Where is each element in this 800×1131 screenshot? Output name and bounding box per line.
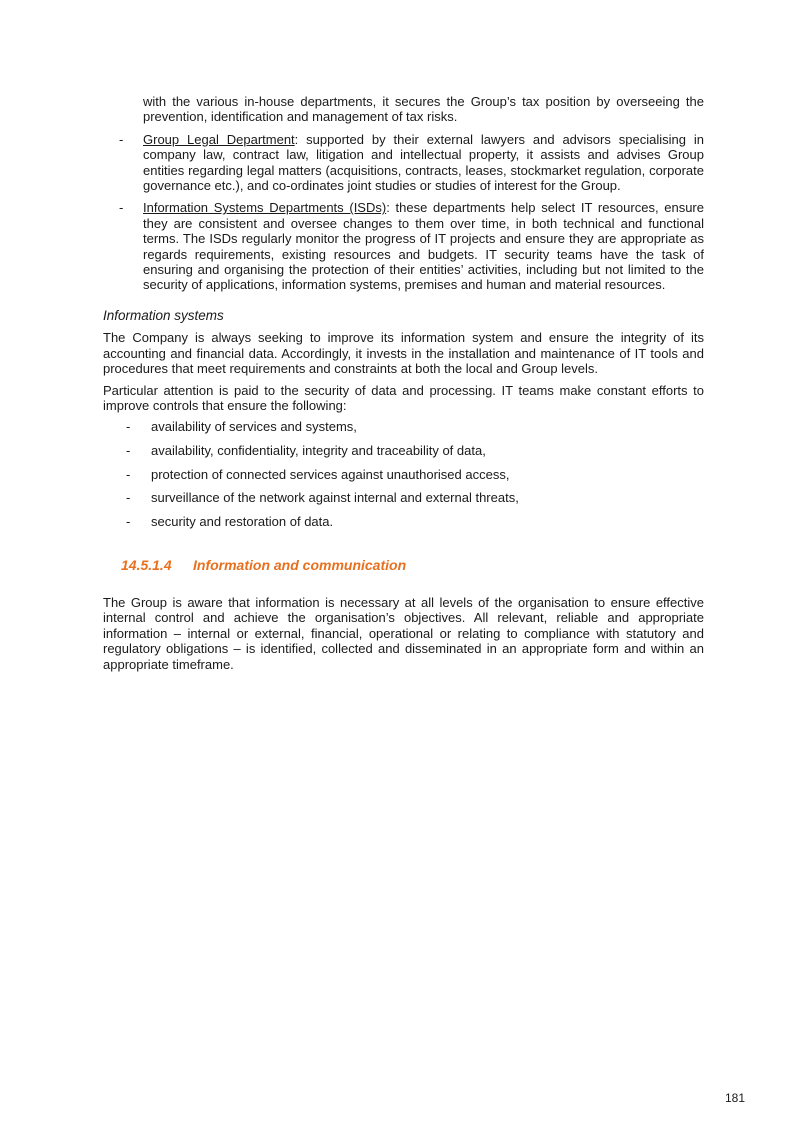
- list-dash: -: [126, 490, 131, 506]
- section-title: Information and communication: [193, 556, 407, 573]
- department-item-legal: [103, 132, 704, 194]
- department-description: : these departments help select IT resources, ensure they are consistent and oversee changes to them over time, in both technical and functional terms. The ISDs regularly monitor the progress of IT projects and ensure they are appropriate as regards requirements, existing resources and budgets. IT security teams have the task of ensuring and organising the protection of their entities’ activities, including but not limited to the security of applications, information systems, premises and human and material resources.: [143, 200, 704, 293]
- section-paragraph: The Group is aware that information is necessary at all levels of the organisation to ensure effective internal control and achieve the organisation’s objectives. All relevant, reliable and appropriate information – internal or external, financial, operational or relating to compliance with statutory and regulatory obligations – is identified, collected and disseminated in an appropriate form and within an appropriate timeframe.: [103, 594, 704, 672]
- list-item: [103, 443, 704, 458]
- department-term: Group Legal Department: [143, 131, 295, 147]
- list-dash: -: [126, 514, 131, 530]
- continuation-paragraph: with the various in-house departments, it secures the Group’s tax position by overseeing the prevention, identification and management of tax risks.: [143, 94, 704, 125]
- list-item-text: surveillance of the network against internal and external threats,: [151, 490, 519, 506]
- list-item-text: protection of connected services against unauthorised access,: [151, 466, 510, 482]
- info-systems-paragraph-2: Particular attention is paid to the security of data and processing. IT teams make constant efforts to improve controls that ensure the following:: [103, 382, 704, 413]
- list-item: [103, 419, 704, 434]
- section-number: 14.5.1.4: [121, 556, 172, 573]
- list-item: [103, 467, 704, 482]
- list-item: [103, 490, 704, 505]
- page-number: 181: [724, 1091, 745, 1105]
- list-item-text: security and restoration of data.: [151, 514, 334, 530]
- info-systems-heading: Information systems: [103, 307, 224, 323]
- security-controls-list: [103, 419, 704, 529]
- document-page: [103, 94, 704, 678]
- department-term: Information Systems Departments (ISDs): [143, 200, 387, 216]
- department-item-isd: [103, 200, 704, 292]
- list-dash: -: [119, 131, 124, 147]
- department-description: : supported by their external lawyers and advisors specialising in company law, contract law, litigation and intellectual property, it assists and advises Group entities regarding legal matters (acquisitions, contracts, leases, stockmarket regulation, corporate governance etc.), and co-ordinates joint studies or studies of interest for the Group.: [143, 131, 704, 194]
- info-systems-paragraph-1: The Company is always seeking to improve its information system and ensure the integrity of its accounting and financial data. Accordingly, it invests in the installation and maintenance of IT tools and procedures that meet requirements and constraints at both the local and Group levels.: [103, 330, 704, 377]
- list-dash: -: [126, 419, 131, 435]
- list-item-text: availability, confidentiality, integrity and traceability of data,: [151, 443, 486, 459]
- section-heading: [121, 558, 704, 573]
- list-dash: -: [119, 200, 124, 216]
- list-item: [103, 514, 704, 529]
- list-dash: -: [126, 443, 131, 459]
- list-item-text: availability of services and systems,: [151, 419, 357, 435]
- list-dash: -: [126, 466, 131, 482]
